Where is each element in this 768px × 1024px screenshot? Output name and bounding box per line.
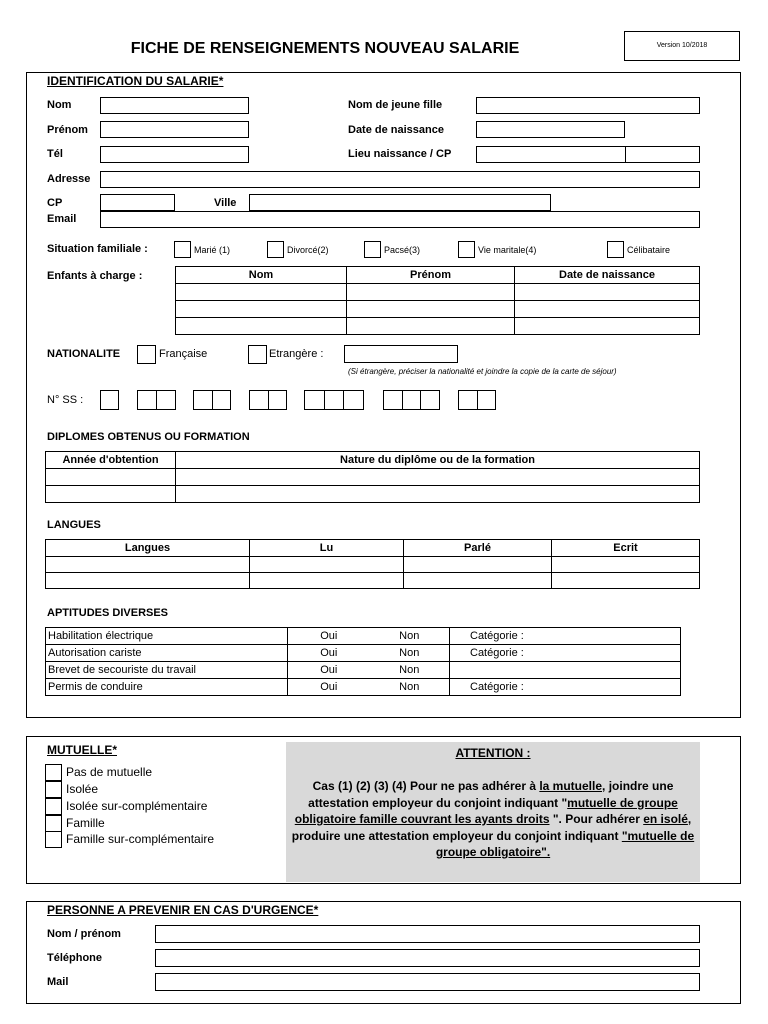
enfants-label: Enfants à charge : bbox=[47, 270, 143, 282]
lieu-naissance-cp-field[interactable] bbox=[625, 146, 700, 163]
celibataire-checkbox[interactable] bbox=[607, 241, 624, 258]
table-cell[interactable] bbox=[515, 284, 700, 301]
date-naissance-field[interactable] bbox=[476, 121, 625, 138]
nom-jeune-fille-label: Nom de jeune fille bbox=[348, 99, 443, 111]
urgence-mail-field[interactable] bbox=[155, 973, 700, 991]
urgence-nom-prenom-label: Nom / prénom bbox=[47, 928, 121, 940]
aptitude-non[interactable]: Non bbox=[370, 679, 450, 696]
table-cell[interactable] bbox=[404, 557, 552, 573]
table-row bbox=[46, 573, 700, 589]
aptitude-categorie bbox=[450, 662, 681, 679]
attention-part-1: Cas (1) (2) (3) (4) Pour ne pas adhérer à bbox=[312, 779, 540, 793]
aptitude-label: Autorisation cariste bbox=[46, 645, 288, 662]
attention-text bbox=[286, 778, 700, 861]
nom-field[interactable] bbox=[100, 97, 249, 114]
francaise-checkbox[interactable] bbox=[137, 345, 156, 364]
aptitude-label: Brevet de secouriste du travail bbox=[46, 662, 288, 679]
attention-underline-4: "mutuelle de groupe obligatoire". bbox=[435, 828, 695, 859]
table-row bbox=[46, 645, 681, 662]
adresse-field[interactable] bbox=[100, 171, 700, 188]
table-cell[interactable] bbox=[347, 318, 515, 335]
nss-box-3[interactable] bbox=[193, 390, 231, 410]
table-cell[interactable] bbox=[515, 318, 700, 335]
attention-part-3: ". Pour adhérer bbox=[549, 812, 644, 826]
enfants-header-date: Date de naissance bbox=[515, 267, 700, 284]
langues-header-parle: Parlé bbox=[404, 540, 552, 557]
aptitudes-title: APTITUDES DIVERSES bbox=[47, 607, 169, 619]
attention-underline-2: mutuelle de groupe obligatoire famille couvrant les ayants droits bbox=[294, 795, 678, 826]
isolee-checkbox[interactable] bbox=[45, 781, 62, 798]
table-cell[interactable] bbox=[46, 557, 250, 573]
enfants-header-prenom: Prénom bbox=[347, 267, 515, 284]
aptitude-oui[interactable]: Oui bbox=[288, 679, 370, 696]
cp-field[interactable] bbox=[100, 194, 175, 211]
table-row bbox=[176, 284, 700, 301]
table-cell[interactable] bbox=[176, 284, 347, 301]
ville-field[interactable] bbox=[249, 194, 551, 211]
divorce-label: Divorcé(2) bbox=[287, 245, 329, 255]
table-row bbox=[176, 301, 700, 318]
pacse-checkbox[interactable] bbox=[364, 241, 381, 258]
table-row bbox=[46, 452, 700, 469]
pas-de-mutuelle-checkbox[interactable] bbox=[45, 764, 62, 781]
lieu-naissance-field[interactable] bbox=[476, 146, 626, 163]
langues-title: LANGUES bbox=[47, 519, 101, 531]
isolee-sur-complementaire-label: Isolée sur-complémentaire bbox=[66, 799, 208, 813]
urgence-telephone-label: Téléphone bbox=[47, 952, 103, 964]
prenom-field[interactable] bbox=[100, 121, 249, 138]
attention-title: ATTENTION : bbox=[455, 746, 531, 760]
nss-box-6[interactable] bbox=[383, 390, 440, 410]
table-cell[interactable] bbox=[250, 557, 404, 573]
celibataire-label: Célibataire bbox=[627, 245, 671, 255]
nss-box-1[interactable] bbox=[100, 390, 119, 410]
tel-label: Tél bbox=[47, 148, 63, 160]
table-cell[interactable] bbox=[404, 573, 552, 589]
famille-sur-complementaire-checkbox[interactable] bbox=[45, 831, 62, 848]
etrangere-field[interactable] bbox=[344, 345, 458, 363]
diplomes-header-nature: Nature du diplôme ou de la formation bbox=[176, 452, 700, 469]
table-row bbox=[46, 486, 700, 503]
table-cell[interactable] bbox=[250, 573, 404, 589]
enfants-header-nom: Nom bbox=[176, 267, 347, 284]
ville-label: Ville bbox=[214, 197, 237, 209]
marie-label: Marié (1) bbox=[194, 245, 231, 255]
pas-de-mutuelle-label: Pas de mutuelle bbox=[66, 765, 153, 779]
prenom-label: Prénom bbox=[47, 124, 88, 136]
pacse-label: Pacsé(3) bbox=[384, 245, 421, 255]
identification-title: IDENTIFICATION DU SALARIE* bbox=[47, 74, 224, 88]
urgence-nom-prenom-field[interactable] bbox=[155, 925, 700, 943]
table-cell[interactable] bbox=[515, 301, 700, 318]
table-cell[interactable] bbox=[552, 557, 700, 573]
mutuelle-title: MUTUELLE* bbox=[47, 743, 117, 757]
aptitude-label: Permis de conduire bbox=[46, 679, 288, 696]
diplomes-table bbox=[45, 451, 700, 503]
table-row bbox=[46, 679, 681, 696]
diplomes-header-annee: Année d'obtention bbox=[46, 452, 176, 469]
aptitude-non[interactable]: Non bbox=[370, 645, 450, 662]
urgence-mail-label: Mail bbox=[47, 976, 69, 988]
nss-box-2[interactable] bbox=[137, 390, 176, 410]
table-cell[interactable] bbox=[176, 469, 700, 486]
table-row bbox=[46, 628, 681, 645]
nom-jeune-fille-field[interactable] bbox=[476, 97, 700, 114]
etrangere-checkbox[interactable] bbox=[248, 345, 267, 364]
aptitude-oui[interactable]: Oui bbox=[288, 645, 370, 662]
nss-box-7[interactable] bbox=[458, 390, 496, 410]
langues-table bbox=[45, 539, 700, 589]
aptitude-oui[interactable]: Oui bbox=[288, 662, 370, 679]
urgence-telephone-field[interactable] bbox=[155, 949, 700, 967]
aptitude-categorie: Catégorie : bbox=[450, 628, 681, 645]
famille-label: Famille bbox=[66, 816, 105, 830]
table-row bbox=[46, 662, 681, 679]
table-cell[interactable] bbox=[347, 301, 515, 318]
attention-underline-1: la mutuelle bbox=[539, 779, 603, 793]
situation-familiale-label: Situation familiale : bbox=[47, 243, 148, 255]
isolee-label: Isolée bbox=[66, 782, 99, 796]
nss-box-5[interactable] bbox=[304, 390, 364, 410]
isolee-sur-complementaire-checkbox[interactable] bbox=[45, 798, 62, 815]
nationalite-label: NATIONALITE bbox=[47, 348, 121, 360]
table-cell[interactable] bbox=[46, 573, 250, 589]
attention-box bbox=[286, 742, 700, 882]
table-cell[interactable] bbox=[347, 284, 515, 301]
table-cell[interactable] bbox=[176, 486, 700, 503]
table-cell[interactable] bbox=[176, 318, 347, 335]
nss-label: N° SS : bbox=[47, 394, 84, 406]
attention-part-4: , produire une attestation employeur du conjoint indiquant bbox=[291, 812, 692, 843]
table-row bbox=[46, 469, 700, 486]
table-row bbox=[46, 540, 700, 557]
tel-field[interactable] bbox=[100, 146, 249, 163]
page-title: FICHE DE RENSEIGNEMENTS NOUVEAU SALARIE bbox=[130, 40, 520, 57]
table-row bbox=[176, 267, 700, 284]
langues-header-langues: Langues bbox=[46, 540, 250, 557]
nss-box-4[interactable] bbox=[249, 390, 287, 410]
urgence-title: PERSONNE A PREVENIR EN CAS D'URGENCE* bbox=[47, 903, 319, 917]
attention-underline-3: en isolé bbox=[643, 812, 688, 826]
aptitude-label: Habilitation électrique bbox=[46, 628, 288, 645]
diplomes-title: DIPLOMES OBTENUS OU FORMATION bbox=[47, 431, 250, 443]
francaise-label: Française bbox=[159, 348, 208, 360]
table-row bbox=[46, 557, 700, 573]
version-label: Version 10/2018 bbox=[624, 31, 740, 61]
table-row bbox=[176, 318, 700, 335]
vie-maritale-label: Vie maritale(4) bbox=[478, 245, 537, 255]
adresse-label: Adresse bbox=[47, 173, 91, 185]
langues-header-lu: Lu bbox=[250, 540, 404, 557]
divorce-checkbox[interactable] bbox=[267, 241, 284, 258]
aptitude-non[interactable]: Non bbox=[370, 628, 450, 645]
enfants-table bbox=[175, 266, 700, 335]
aptitude-categorie: Catégorie : bbox=[450, 679, 681, 696]
etrangere-label: Etrangère : bbox=[269, 348, 324, 360]
table-cell[interactable] bbox=[552, 573, 700, 589]
table-cell[interactable] bbox=[46, 486, 176, 503]
aptitude-categorie: Catégorie : bbox=[450, 645, 681, 662]
langues-header-ecrit: Ecrit bbox=[552, 540, 700, 557]
email-field[interactable] bbox=[100, 211, 700, 228]
table-cell[interactable] bbox=[46, 469, 176, 486]
cp-label: CP bbox=[47, 197, 63, 209]
email-label: Email bbox=[47, 213, 77, 225]
nationalite-note: (Si étrangère, préciser la nationalité et joindre la copie de la carte de séjour) bbox=[348, 367, 617, 376]
famille-sur-complementaire-label: Famille sur-complémentaire bbox=[66, 832, 215, 846]
aptitudes-table bbox=[45, 627, 681, 696]
famille-checkbox[interactable] bbox=[45, 815, 62, 832]
date-naissance-label: Date de naissance bbox=[348, 124, 444, 136]
attention-part-2: , joindre une attestation employeur du conjoint indiquant " bbox=[308, 779, 674, 810]
vie-maritale-checkbox[interactable] bbox=[458, 241, 475, 258]
aptitude-oui[interactable]: Oui bbox=[288, 628, 370, 645]
aptitude-non[interactable]: Non bbox=[370, 662, 450, 679]
nom-label: Nom bbox=[47, 99, 72, 111]
table-cell[interactable] bbox=[176, 301, 347, 318]
marie-checkbox[interactable] bbox=[174, 241, 191, 258]
lieu-naissance-label: Lieu naissance / CP bbox=[348, 148, 452, 160]
